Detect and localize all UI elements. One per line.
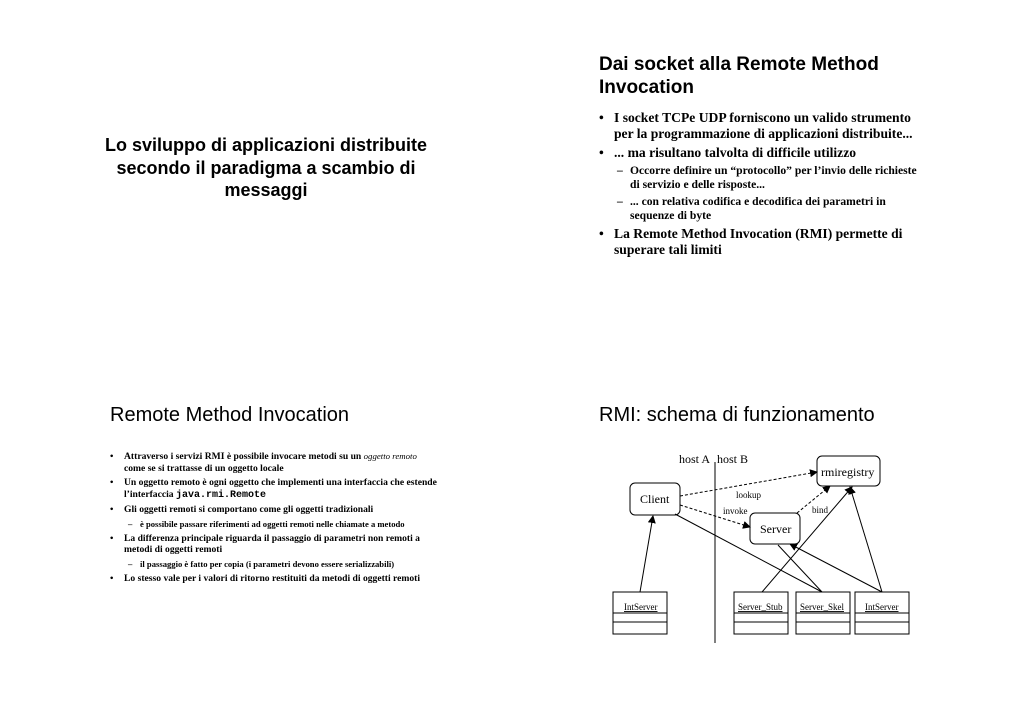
subbullet-text: ... con relativa codifica e decodifica dei parametri in sequenze di byte bbox=[630, 195, 886, 222]
server-skel-label: Server_Skel bbox=[800, 602, 844, 612]
list-item bbox=[599, 226, 929, 258]
intserver-b-label: IntServer bbox=[865, 602, 899, 612]
intserver-a-class bbox=[613, 592, 667, 634]
dash-icon: – bbox=[617, 164, 623, 177]
list-subitem bbox=[110, 559, 440, 570]
bullet-icon: • bbox=[110, 477, 114, 488]
list-subitem bbox=[110, 519, 440, 530]
dash-icon: – bbox=[617, 195, 623, 208]
slide3-title: Remote Method Invocation bbox=[110, 404, 350, 426]
intserver-b-to-rmiregistry-line bbox=[850, 487, 882, 592]
bullet-text-pre: Attraverso i servizi RMI è possibile invocare metodi su un bbox=[124, 451, 364, 462]
subbullet-text: Occorre definire un “protocollo” per l’invio delle richieste di servizio e delle risposte... bbox=[630, 164, 917, 191]
list-item bbox=[110, 573, 440, 585]
slide2-title: Dai socket alla Remote Method Invocation bbox=[599, 54, 879, 98]
server-stub-label: Server_Stub bbox=[738, 602, 783, 612]
rmiregistry-label: rmiregistry bbox=[821, 465, 875, 479]
server-stub-class bbox=[734, 592, 788, 634]
slide3-bullet-list bbox=[110, 451, 440, 587]
dash-icon: – bbox=[128, 518, 133, 529]
subbullet-text: è possibile passare riferimenti ad oggetti remoti nelle chiamate a metodo bbox=[140, 518, 405, 529]
subbullet-text: il passaggio è fatto per copia (i parametri devono essere serializzabili) bbox=[140, 558, 395, 569]
list-item bbox=[110, 504, 440, 516]
slide1-title: Lo sviluppo di applicazioni distribuite secondo il paradigma a scambio di messaggi bbox=[105, 135, 428, 200]
intserver-b-to-server-line bbox=[790, 544, 882, 592]
bullet-icon: • bbox=[110, 572, 114, 584]
invoke-label: invoke bbox=[723, 506, 748, 516]
intserver-a-label: IntServer bbox=[624, 602, 658, 612]
bind-label: bind bbox=[812, 505, 829, 515]
bullet-icon: • bbox=[599, 145, 604, 160]
list-item bbox=[599, 110, 929, 142]
list-item bbox=[110, 533, 440, 556]
bullet-text: ... ma risultano talvolta di difficile utilizzo bbox=[614, 145, 857, 160]
italic-term: oggetto remoto bbox=[363, 451, 417, 461]
intserver-a-to-client-line bbox=[640, 516, 653, 592]
list-item bbox=[110, 451, 440, 474]
bullet-text: La Remote Method Invocation (RMI) permette di superare tali limiti bbox=[614, 226, 903, 257]
dash-icon: – bbox=[128, 558, 133, 569]
rmi-diagram bbox=[600, 450, 920, 650]
lookup-label: lookup bbox=[736, 490, 762, 500]
slide2-bullet-list bbox=[599, 110, 929, 261]
bullet-icon: • bbox=[110, 504, 114, 515]
server-skel-class bbox=[796, 592, 850, 634]
intserver-b-class bbox=[855, 592, 909, 634]
list-subitem bbox=[599, 164, 929, 192]
host-b-label: host B bbox=[717, 452, 749, 466]
slide4-title: RMI: schema di funzionamento bbox=[599, 404, 875, 426]
bullet-icon: • bbox=[599, 110, 604, 125]
list-subitem bbox=[599, 195, 929, 223]
list-item bbox=[110, 477, 440, 501]
client-label: Client bbox=[640, 492, 670, 506]
bullet-text: La differenza principale riguarda il passaggio di parametri non remoti a metodi di oggetti remoti bbox=[124, 532, 420, 555]
bullet-icon: • bbox=[599, 226, 604, 241]
server-label: Server bbox=[760, 522, 792, 536]
host-a-label: host A bbox=[679, 452, 711, 466]
bullet-text: Gli oggetti remoti si comportano come gli oggetti tradizionali bbox=[124, 504, 374, 515]
bullet-text: Lo stesso vale per i valori di ritorno restituiti da metodi di oggetti remoti bbox=[124, 572, 421, 584]
bullet-icon: • bbox=[110, 532, 114, 544]
list-item bbox=[599, 145, 929, 161]
bullet-text-post: come se si trattasse di un oggetto locale bbox=[124, 462, 284, 474]
code-term: java.rmi.Remote bbox=[175, 489, 266, 501]
skel-to-server-line bbox=[778, 545, 822, 592]
bullet-text-pre: Un oggetto remoto è ogni oggetto che implementi una interfaccia che estende l’interfaccia bbox=[124, 477, 437, 500]
bullet-icon: • bbox=[110, 451, 114, 462]
bullet-text: I socket TCPe UDP forniscono un valido strumento per la programmazione di applicazioni distribuite... bbox=[614, 110, 913, 141]
